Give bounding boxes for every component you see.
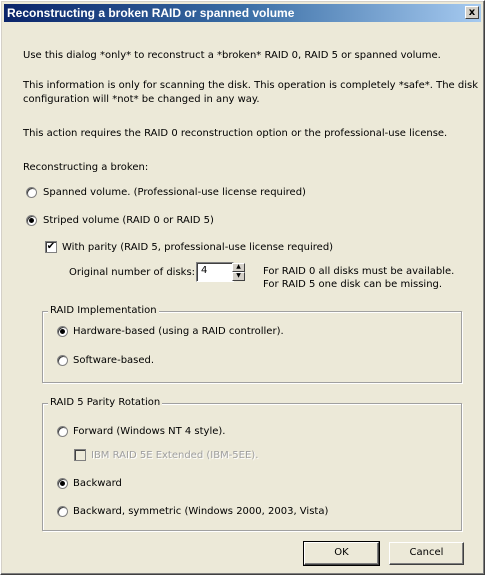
close-icon: x [468,7,476,18]
spin-down-button[interactable] [232,272,245,281]
software-based-label[interactable]: Software-based. [73,355,155,366]
backward-symmetric-radio[interactable] [57,506,68,517]
checkmark-icon: ✔ [46,241,56,252]
raid-implementation-legend: RAID Implementation [50,305,157,316]
disks-note-2: For RAID 5 one disk can be missing. [263,279,443,290]
striped-volume-radio[interactable] [26,215,37,226]
ok-button[interactable]: OK [304,542,379,565]
section-label: Reconstructing a broken: [23,162,149,173]
backward-label[interactable]: Backward [73,478,122,489]
spanned-volume-label[interactable]: Spanned volume. (Professional-use license required) [43,187,306,198]
ibm-raid-5e-checkbox[interactable] [74,449,86,461]
spanned-volume-radio[interactable] [26,187,37,198]
striped-volume-label[interactable]: Striped volume (RAID 0 or RAID 5) [43,215,214,226]
info-line-4: This action requires the RAID 0 reconstruction option or the professional-use license. [23,128,448,139]
cancel-button[interactable]: Cancel [389,542,464,565]
forward-label[interactable]: Forward (Windows NT 4 style). [73,426,226,437]
info-line-1: Use this dialog *only* to reconstruct a *broken* RAID 0, RAID 5 or spanned volume. [23,50,441,61]
with-parity-label[interactable]: With parity (RAID 5, professional-use license required) [62,242,334,253]
disks-note-1: For RAID 0 all disks must be available. [263,266,455,277]
spin-up-button[interactable] [232,263,245,272]
arrow-up-icon: ▲ [236,263,241,270]
title-bar[interactable] [4,4,481,22]
info-line-2: This information is only for scanning the disk. This operation is completely *safe*. The disk [23,80,478,91]
raid-implementation-group [42,311,462,383]
software-based-radio[interactable] [57,355,68,366]
backward-symmetric-label[interactable]: Backward, symmetric (Windows 2000, 2003, Vista) [73,506,329,517]
window-title: Reconstructing a broken RAID or spanned volume [7,6,295,20]
disks-label: Original number of disks: [69,267,196,278]
hardware-based-radio[interactable] [57,326,68,337]
hardware-based-label[interactable]: Hardware-based (using a RAID controller). [73,326,284,337]
forward-radio[interactable] [57,426,68,437]
close-button[interactable] [465,6,479,19]
parity-rotation-legend: RAID 5 Parity Rotation [50,397,161,408]
info-line-3: configuration will *not* be changed in any way. [23,94,260,105]
backward-radio[interactable] [57,478,68,489]
ibm-raid-5e-label: IBM RAID 5E Extended (IBM-5EE). [91,450,259,461]
disks-number-input[interactable]: 4 [196,262,234,282]
arrow-down-icon: ▼ [236,272,241,279]
with-parity-checkbox[interactable] [45,241,57,253]
